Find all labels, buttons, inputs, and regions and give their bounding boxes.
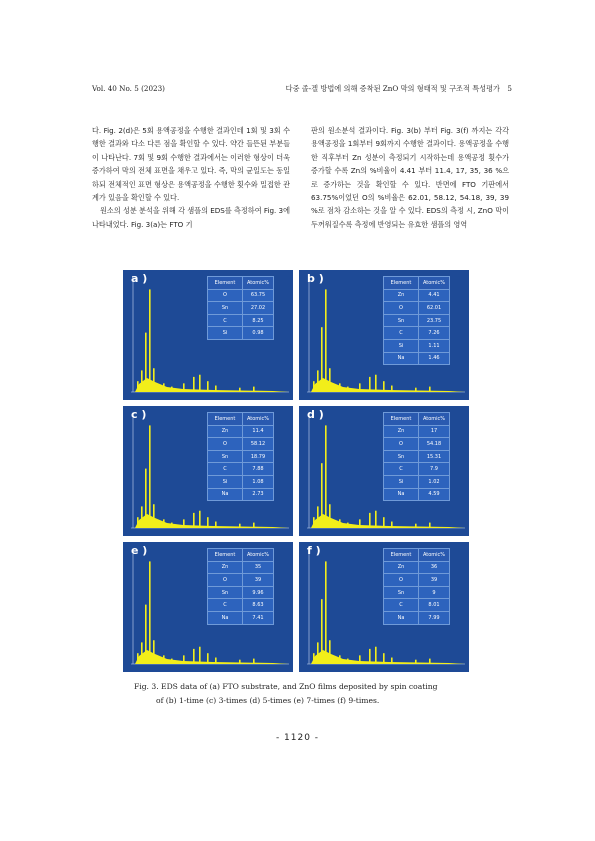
table-row (208, 574, 274, 587)
body-column-right (311, 124, 509, 231)
table-row (384, 463, 450, 476)
element-table (383, 548, 450, 625)
header-atomic: Atomic% (419, 413, 450, 426)
atomic-cell: 1.08 (243, 475, 274, 488)
element-cell: Na (384, 611, 419, 624)
table-row (208, 425, 274, 438)
spectrum-peak (325, 425, 327, 528)
header-atomic: Atomic% (243, 413, 274, 426)
table-row (384, 327, 450, 340)
spectrum-peak (375, 511, 377, 528)
header-element: Element (384, 277, 419, 290)
header-atomic: Atomic% (243, 277, 274, 290)
atomic-cell: 4.41 (419, 289, 450, 302)
panel-label: d ) (307, 408, 324, 421)
element-cell: O (208, 574, 243, 587)
spectrum-peak (375, 375, 377, 392)
element-cell: O (384, 302, 419, 315)
eds-panel (299, 542, 469, 672)
spectrum-continuum (135, 378, 289, 392)
table-row (208, 289, 274, 302)
atomic-cell: 7.26 (419, 327, 450, 340)
atomic-cell: 2.73 (243, 488, 274, 501)
atomic-cell: 9.96 (243, 586, 274, 599)
element-cell: Zn (384, 425, 419, 438)
table-row (208, 302, 274, 315)
atomic-cell: 63.75 (243, 289, 274, 302)
table-row (384, 586, 450, 599)
element-table (383, 276, 450, 365)
panel-label: a ) (131, 272, 148, 285)
panel-label: c ) (131, 408, 147, 421)
eds-panel (123, 542, 293, 672)
atomic-cell: 4.59 (419, 488, 450, 501)
atomic-cell: 7.9 (419, 463, 450, 476)
atomic-cell: 11.4 (243, 425, 274, 438)
table-row (384, 425, 450, 438)
spectrum-peak (149, 561, 151, 664)
element-cell: Sn (208, 450, 243, 463)
page-number: - 1120 - (275, 733, 320, 743)
element-cell: Si (384, 475, 419, 488)
panel-label: f ) (307, 544, 321, 557)
atomic-cell: 1.46 (419, 352, 450, 365)
atomic-cell: 7.41 (243, 611, 274, 624)
element-cell: C (384, 463, 419, 476)
header-atomic: Atomic% (419, 277, 450, 290)
table-row (208, 463, 274, 476)
atomic-cell: 27.02 (243, 302, 274, 315)
atomic-cell: 17 (419, 425, 450, 438)
element-cell: Si (384, 339, 419, 352)
body-paragraph: 다. Fig. 2(d)은 5회 용액공정을 수행한 결과인데 1회 및 3회 수행한 결과와 다소 다른 점을 확인할 수 있다. 약간 들뜬된 부분들이 나타난다. 7회 및 9회 수행한 결과에서는 이러한 형상이 더욱 증가하여 막의 전체 표면을 채우고 있다. 즉, 막의 균일도는 동일하되 전체적인 표면 형상은 용액공정을 수행한 횟수와 밀접한 관계가 있음을 확인할 수 있다. (92, 126, 290, 203)
atomic-cell: 0.98 (243, 327, 274, 340)
header-element: Element (384, 413, 419, 426)
atomic-cell: 54.18 (419, 438, 450, 451)
element-cell: C (208, 314, 243, 327)
element-cell: C (384, 327, 419, 340)
element-cell: Na (208, 611, 243, 624)
header-atomic: Atomic% (243, 549, 274, 562)
body-column-left (92, 124, 290, 231)
atomic-cell: 1.02 (419, 475, 450, 488)
spectrum-continuum (135, 514, 289, 528)
table-row (384, 438, 450, 451)
table-row (208, 438, 274, 451)
element-cell: Si (208, 327, 243, 340)
table-row (208, 475, 274, 488)
eds-panel (123, 406, 293, 536)
table-row (208, 611, 274, 624)
element-cell: Zn (208, 561, 243, 574)
table-row (384, 352, 450, 365)
header-element: Element (208, 277, 243, 290)
atomic-cell: 39 (243, 574, 274, 587)
spectrum-peak (199, 511, 201, 528)
element-table (207, 276, 274, 340)
element-cell: C (208, 463, 243, 476)
table-row (208, 586, 274, 599)
atomic-cell: 9 (419, 586, 450, 599)
table-row (384, 611, 450, 624)
element-cell: O (208, 438, 243, 451)
body-paragraph: 판의 원소분석 결과이다. Fig. 3(b) 부터 Fig. 3(f) 까지는 각각 용액공정을 1회부터 9회까지 수행한 결과이다. 용액공정을 수행한 직후부터 Zn 성분이 측정되기 시작하는데 용액공정 횟수가 증가할 수록 Zn의 %비율이 4.41 부터 11.4, 17, 35, 36 %으로 증가하는 것을 확인할 수 있다. 반면에 FTO 기판에서 63.75%이었던 O의 %비율은 62.01, 58.12, 54.18, 39, 39 %로 점차 감소하는 것을 알 수 있다. EDS의 측정 시, ZnO 막이 두꺼워질수록 측정에 반영되는 유효한 샘플의 영역 (311, 126, 509, 229)
atomic-cell: 36 (419, 561, 450, 574)
header-page-number: 5 (507, 84, 512, 93)
element-cell: Na (384, 352, 419, 365)
table-header-row (384, 549, 450, 562)
element-table (207, 548, 274, 625)
element-cell: Zn (208, 425, 243, 438)
header-atomic: Atomic% (419, 549, 450, 562)
spectrum-continuum (135, 650, 289, 664)
table-row (384, 561, 450, 574)
table-row (384, 450, 450, 463)
table-row (208, 599, 274, 612)
element-cell: C (384, 599, 419, 612)
table-row (384, 314, 450, 327)
element-cell: Sn (384, 450, 419, 463)
element-cell: Zn (384, 561, 419, 574)
panel-label: b ) (307, 272, 324, 285)
table-row (208, 314, 274, 327)
caption-line: Fig. 3. EDS data of (a) FTO substrate, and ZnO films deposited by spin coating (134, 682, 438, 691)
spectrum-peak (199, 647, 201, 664)
element-cell: O (384, 438, 419, 451)
atomic-cell: 7.88 (243, 463, 274, 476)
table-header-row (208, 549, 274, 562)
atomic-cell: 8.25 (243, 314, 274, 327)
eds-panel (299, 270, 469, 400)
header-element: Element (208, 549, 243, 562)
spectrum-continuum (311, 378, 465, 392)
eds-panel (299, 406, 469, 536)
atomic-cell: 7.99 (419, 611, 450, 624)
table-row (384, 339, 450, 352)
eds-panel (123, 270, 293, 400)
table-row (208, 561, 274, 574)
spectrum-continuum (311, 514, 465, 528)
atomic-cell: 18.79 (243, 450, 274, 463)
spectrum-peak (149, 289, 151, 392)
table-row (208, 327, 274, 340)
element-cell: Na (208, 488, 243, 501)
table-header-row (384, 413, 450, 426)
spectrum-peak (325, 289, 327, 392)
atomic-cell: 39 (419, 574, 450, 587)
atomic-cell: 8.01 (419, 599, 450, 612)
element-cell: Zn (384, 289, 419, 302)
element-cell: Sn (208, 586, 243, 599)
element-cell: Na (384, 488, 419, 501)
table-row (208, 488, 274, 501)
atomic-cell: 15.31 (419, 450, 450, 463)
element-cell: O (384, 574, 419, 587)
table-row (384, 302, 450, 315)
atomic-cell: 62.01 (419, 302, 450, 315)
caption-line: of (b) 1-time (c) 3-times (d) 5-times (e) 7-times (f) 9-times. (156, 696, 380, 705)
table-row (384, 574, 450, 587)
element-table (207, 412, 274, 501)
panel-label: e ) (131, 544, 148, 557)
table-row (384, 289, 450, 302)
element-table (383, 412, 450, 501)
element-cell: C (208, 599, 243, 612)
spectrum-peak (375, 647, 377, 664)
element-cell: Sn (208, 302, 243, 315)
figure-caption (134, 680, 464, 708)
element-cell: Sn (384, 586, 419, 599)
element-cell: O (208, 289, 243, 302)
table-row (384, 488, 450, 501)
running-title: 다중 졸-겔 방법에 의해 증착된 ZnO 막의 형태적 및 구조적 특성평가 (285, 84, 500, 93)
table-row (384, 475, 450, 488)
eds-figure (123, 270, 467, 672)
spectrum-peak (199, 375, 201, 392)
journal-volume: Vol. 40 No. 5 (2023) (92, 84, 165, 93)
element-cell: Si (208, 475, 243, 488)
spectrum-continuum (311, 650, 465, 664)
spectrum-peak (325, 561, 327, 664)
atomic-cell: 35 (243, 561, 274, 574)
atomic-cell: 58.12 (243, 438, 274, 451)
table-row (384, 599, 450, 612)
table-row (208, 450, 274, 463)
running-header (92, 84, 512, 96)
atomic-cell: 8.63 (243, 599, 274, 612)
body-paragraph: 원소의 성분 분석을 위해 각 샘플의 EDS를 측정하여 Fig. 3에 나타내었다. Fig. 3(a)는 FTO 기 (92, 206, 290, 229)
table-header-row (208, 277, 274, 290)
table-header-row (208, 413, 274, 426)
atomic-cell: 1.11 (419, 339, 450, 352)
table-header-row (384, 277, 450, 290)
element-cell: Sn (384, 314, 419, 327)
header-element: Element (208, 413, 243, 426)
header-element: Element (384, 549, 419, 562)
atomic-cell: 23.75 (419, 314, 450, 327)
spectrum-peak (149, 425, 151, 528)
